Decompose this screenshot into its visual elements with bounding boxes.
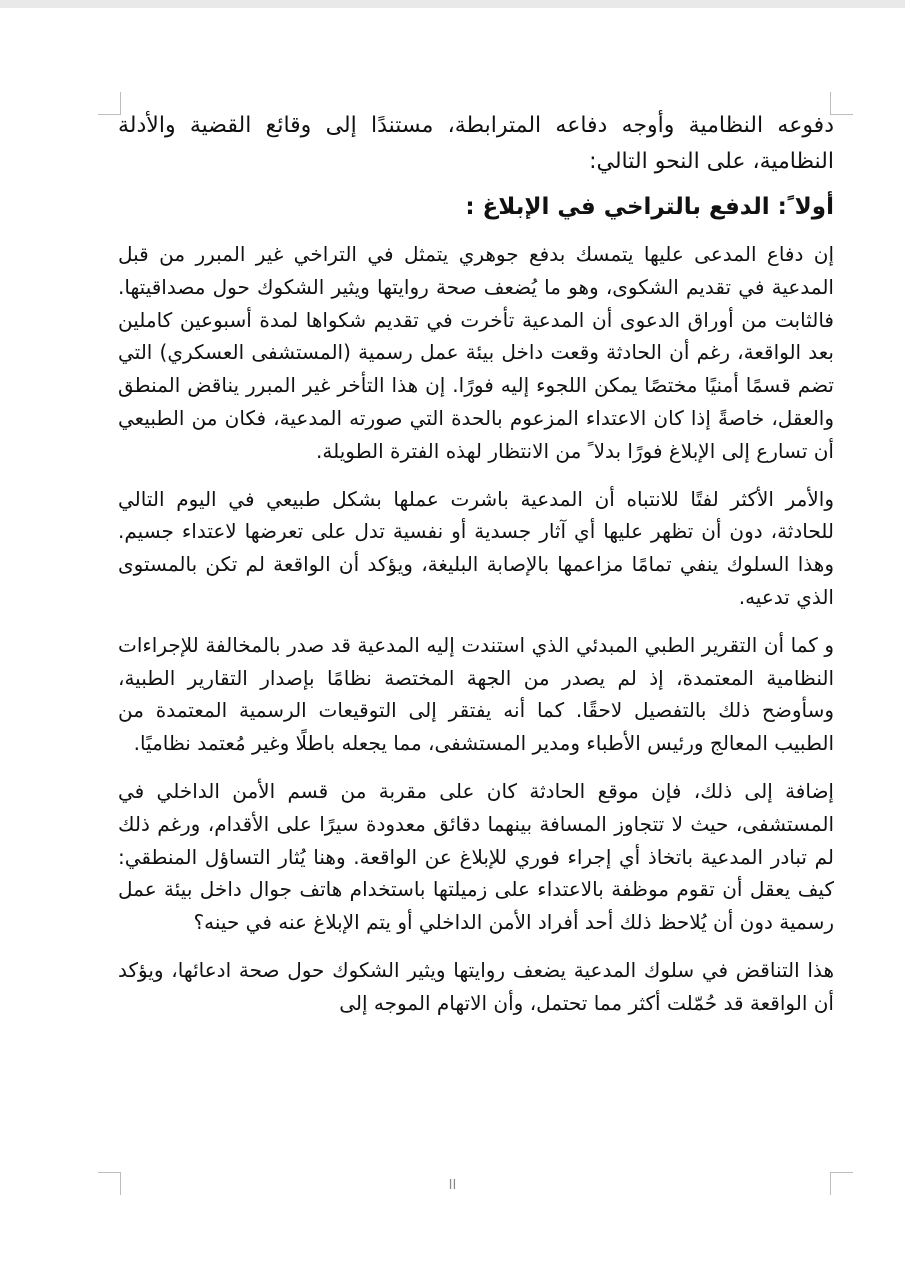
paragraph-5: هذا التناقض في سلوك المدعية يضعف روايتها ويثير الشكوك حول صحة ادعائها، ويؤكد أن الواقعة قد حُمّلت أكثر مما تحتمل، وأن الاتهام الموجه إلى (118, 957, 834, 1015)
paragraph-1: إن دفاع المدعى عليها يتمسك بدفع جوهري يتمثل في التراخي غير المبرر من قبل المدعية في تقديم الشكوى، وهو ما يُضعف صحة روايتها ويثير الشكوك حول مصداقيتها. فالثابت من أوراق الدعوى أن المدعية تأخرت في تقديم شكواها لمدة أسبوعين كاملين بعد الواقعة، رغم أن الحادثة وقعت داخل بيئة عمل رسمية (المستشفى العسكري) التي تضم قسمًا أمنيًا مختصًا يمكن اللجوء إليه فورًا. إن هذا التأخر غير المبرر يناقض المنطق والعقل، خاصةً إذا كان الاعتداء المزعوم بالحدة التي صورته المدعية، فكان من الطبيعي أن تسارع إلى الإبلاغ فورًا بدلا ً من الانتظار لهذه الفترة الطويلة. (118, 242, 834, 463)
viewer-top-strip (0, 0, 905, 8)
page-number: II (448, 1178, 457, 1193)
paragraph-3: و كما أن التقرير الطبي المبدئي الذي استندت إليه المدعية قد صدر بالمخالفة للإجراءات النظامية المعتمدة، إذ لم يصدر من الجهة المختصة نظامًا بإصدار التقارير الطبية، وسأوضح ذلك بالتفصيل لاحقًا. كما أنه يفتقر إلى التوقيعات الرسمية المعتمدة من الطبيب المعالج ورئيس الأطباء ومدير المستشفى، مما يجعله باطلًا وغير مُعتمد نظاميًا. (118, 632, 834, 756)
paragraph-2: والأمر الأكثر لفتًا للانتباه أن المدعية باشرت عملها بشكل طبيعي في اليوم التالي للحادثة، دون أن تظهر عليها أي آثار جسدية أو نفسية تدل على تعرضها لاعتداء جسيم. وهذا السلوك ينفي تمامًا مزاعمها بالإصابة البليغة، ويؤكد أن الواقعة لم تكن بالمستوى الذي تدعيه. (118, 486, 834, 609)
section-heading: أولا ً: الدفع بالتراخي في الإبلاغ : (465, 194, 834, 220)
intro-paragraph: دفوعه النظامية وأوجه دفاعه المترابطة، مستندًا إلى وقائع القضية والأدلة النظامية، على النحو التالي: (118, 113, 834, 174)
document-body (118, 108, 834, 1168)
paragraph-4: إضافة إلى ذلك، فإن موقع الحادثة كان على مقربة من قسم الأمن الداخلي في المستشفى، حيث لا تتجاوز المسافة بينهما دقائق معدودة سيرًا على الأقدام، ورغم ذلك لم تبادر المدعية باتخاذ أي إجراء فوري للإبلاغ عن الواقعة. وهنا يُثار التساؤل المنطقي: كيف يعقل أن تقوم موظفة بالاعتداء على زميلتها باستخدام هاتف جوال داخل بيئة عمل رسمية دون أن يُلاحظ ذلك أحد أفراد الأمن الداخلي أو يتم الإبلاغ عنه في حينه؟ (118, 778, 834, 935)
